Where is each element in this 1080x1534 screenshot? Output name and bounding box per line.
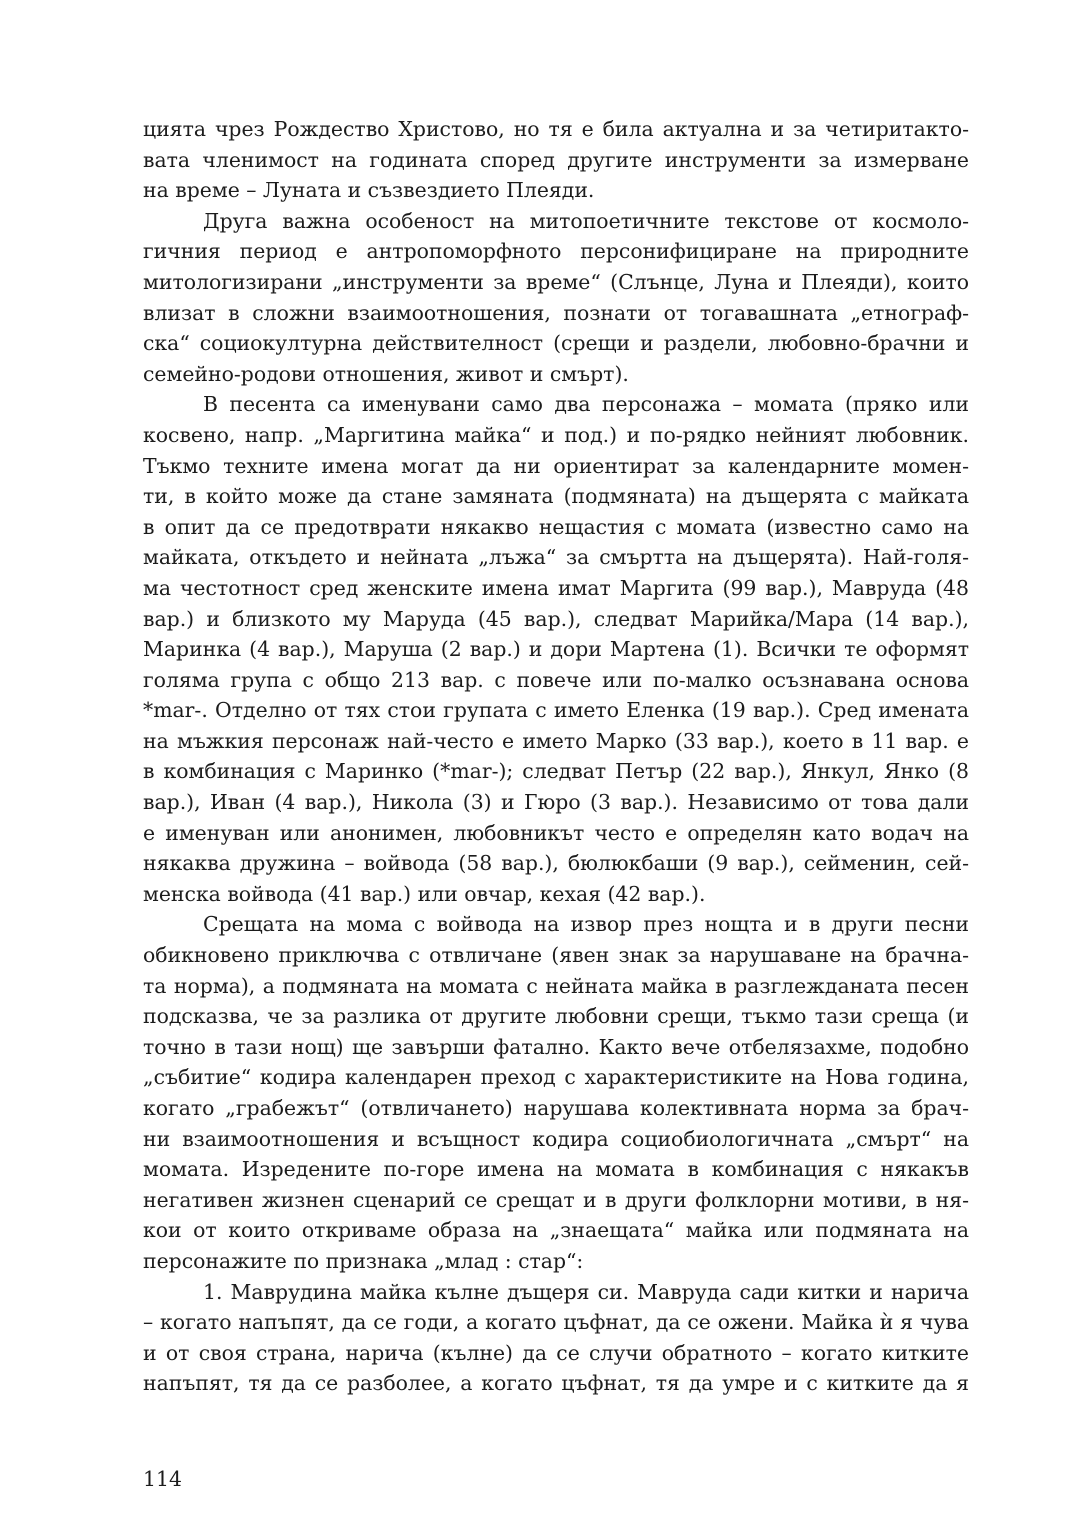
page-number: 114 [143, 1467, 182, 1491]
text-line: та норма), а подмяната на момата с нейната майка в разглежданата песен [143, 973, 969, 998]
text-line: на мъжкия персонаж най-често е името Марко (33 вар.), което в 11 вар. е [143, 728, 969, 753]
text-line: персонажите по признака „млад : стар“: [143, 1248, 584, 1273]
text-line: семейно-родови отношения, живот и смърт). [143, 361, 629, 386]
paragraph-1 [143, 114, 969, 206]
text-line: влизат в сложни взаимоотношения, познати от тогавашната „етнограф- [143, 300, 969, 325]
paragraph-5 [143, 1277, 969, 1399]
text-line: Срещата на мома с войвода на извор през нощта и в други песни [203, 912, 969, 937]
text-line: напъпят, тя да се разболее, а когато цъфнат, тя да умре и с китките да я [143, 1371, 969, 1396]
text-line: ска“ социокултурна действителност (срещи и раздели, любовно-брачни и [143, 331, 969, 356]
text-line: цията чрез Рождество Христово, но тя е била актуална и за четиритакто- [143, 117, 969, 141]
text-line: косвено, напр. „Маргитина майка“ и под.) и по-рядко нейният любовник. [143, 422, 969, 447]
text-line: точно в тази нощ) ще завърши фатално. Както вече отбелязахме, подобно [143, 1034, 969, 1059]
text-line: кои от които откриваме образа на „знаещата“ майка или подмяната на [143, 1218, 969, 1243]
text-line: голяма група с общо 213 вар. с повече или по-малко осъзнавана основа [143, 667, 969, 692]
text-line: вата членимост на годината според другите инструменти за измерване [143, 147, 969, 172]
text-line: Тъкмо техните имена могат да ни ориентират за календарните момен- [143, 453, 969, 478]
text-line: вар.), Иван (4 вар.), Никола (3) и Гюро (3 вар.). Независимо от това дали [143, 790, 969, 815]
text-line: – когато напъпят, да се годи, а когато цъфнат, да се ожени. Майка ѝ я чува [143, 1310, 969, 1335]
text-line: ти, в който може да стане замяната (подмяната) на дъщерята с майката [143, 484, 969, 509]
text-line: ни взаимоотношения и всъщност кодира социобиологичната „смърт“ на [143, 1126, 969, 1151]
text-line: когато „грабежът“ (отвличането) нарушава колективната норма за брач- [143, 1096, 969, 1120]
paragraph-3 [143, 389, 969, 909]
text-line: майката, откъдето и нейната „лъжа“ за смъртта на дъщерята). Най-голя- [143, 545, 969, 570]
text-line: момата. Изредените по-горе имена на момата в комбинация с някакъв [143, 1157, 969, 1182]
paragraph-2 [143, 206, 969, 390]
text-line: „събитие“ кодира календарен преход с характеристиките на Нова година, [143, 1065, 969, 1090]
paragraph-4 [143, 909, 969, 1276]
page-body [143, 114, 969, 1399]
text-line: менска войвода (41 вар.) или овчар, кехая (42 вар.). [143, 881, 706, 906]
text-line: вар.) и близкото му Маруда (45 вар.), следват Марийка/Мара (14 вар.), [143, 606, 970, 631]
text-line: негативен жизнен сценарий се срещат и в други фолклорни мотиви, в ня- [143, 1187, 969, 1212]
text-line: на време – Луната и съзвездието Плеяди. [143, 178, 595, 203]
text-line: ма честотност сред женските имена имат Маргита (99 вар.), Мавруда (48 [143, 575, 969, 600]
text-line: В песента са именувани само два персонажа – момата (пряко или [203, 392, 969, 417]
text-line: някаква дружина – войвода (58 вар.), бюлюкбаши (9 вар.), сейменин, сей- [143, 851, 969, 876]
text-line: и от своя страна, нарича (кълне) да се случи обратното – когато китките [143, 1340, 969, 1365]
text-line: подсказва, че за разлика от другите любовни срещи, тъкмо тази среща (и [143, 1004, 969, 1029]
text-line: в комбинация с Маринко (*mar-); следват Петър (22 вар.), Янкул, Янко (8 [143, 759, 969, 784]
text-line: обикновено приключва с отвличане (явен знак за нарушаване на брачна- [143, 943, 970, 968]
text-line: митологизирани „инструменти за време“ (Слънце, Луна и Плеяди), които [143, 269, 969, 294]
text-line: е именуван или анонимен, любовникът често е определян като водач на [143, 820, 970, 845]
text-line: Друга важна особеност на митопоетичните текстове от космоло- [203, 208, 969, 233]
text-line: Маринка (4 вар.), Маруша (2 вар.) и дори Мартена (1). Всички те оформят [143, 637, 969, 662]
text-line: в опит да се предотврати някакво нещастия с момата (известно само на [143, 514, 969, 539]
text-line: гичния период е антропоморфното персонифициране на природните [143, 239, 969, 264]
text-line: 1. Маврудина майка кълне дъщеря си. Мавруда сади китки и нарича [203, 1279, 970, 1304]
text-line: *mar-. Отделно от тях стои групата с името Еленка (19 вар.). Сред имената [143, 698, 969, 723]
